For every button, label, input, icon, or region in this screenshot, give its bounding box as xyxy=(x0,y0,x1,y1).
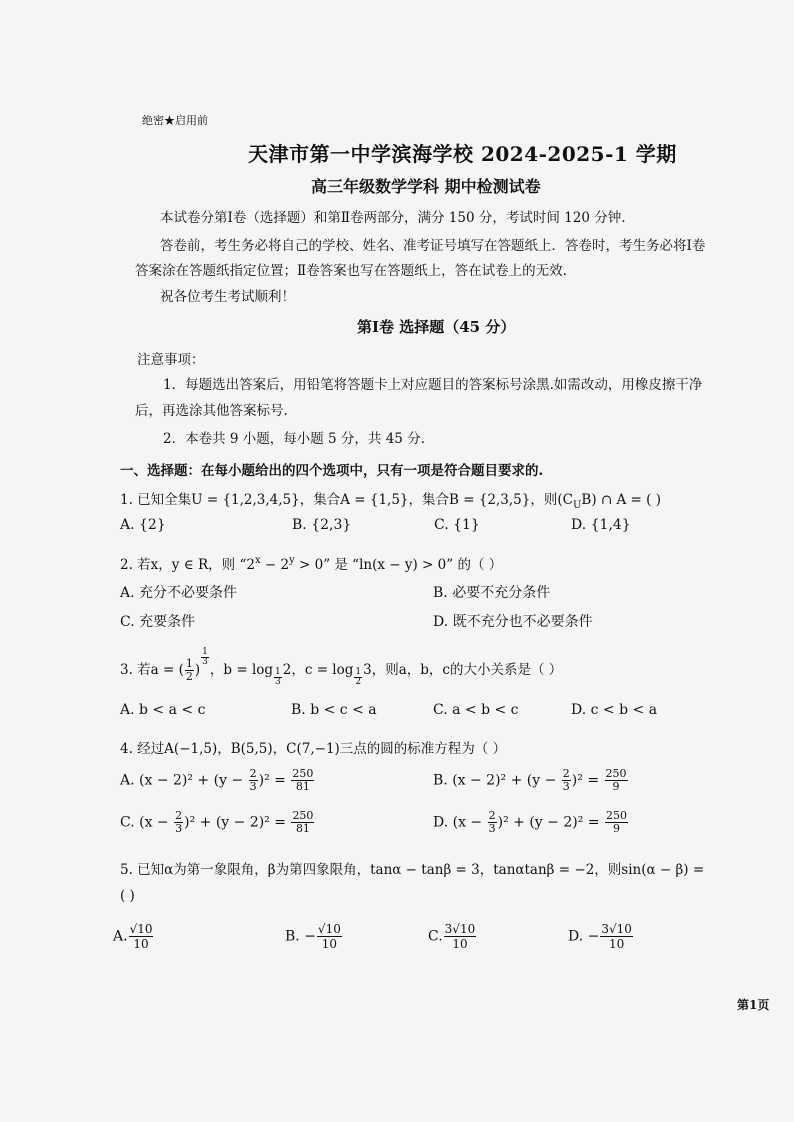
q3-option-d: D. c < b < a xyxy=(571,702,658,718)
q3-option-a: A. b < a < c xyxy=(120,702,206,718)
intro-line-2b: 答案涂在答题纸指定位置；Ⅱ卷答案也写在答题纸上，答在试卷上的无效. xyxy=(135,263,567,279)
q2-option-c: C. 充要条件 xyxy=(120,614,196,630)
question-3-stem: 3. 若a = ( $\frac{1}{2}$ ) $\frac{1}{3}$ ，b = log $\frac{1}{3}$ 2，c = log $\frac{1}{2}$ 3，则a，b，c的大小关系是（ ） xyxy=(120,647,563,687)
q4-option-c: C. (x − $\frac{2}{3}$ )² + (y − 2)² = $\frac{250}{81}$ xyxy=(120,809,314,835)
q5-option-d: D. − $\frac{3√10}{10}$ xyxy=(568,922,632,951)
q2-option-b: B. 必要不充分条件 xyxy=(433,585,551,601)
intro-line-1: 本试卷分第Ⅰ卷（选择题）和第Ⅱ卷两部分，满分 150 分，考试时间 120 分钟. xyxy=(160,210,626,226)
section-heading: 一、选择题：在每小题给出的四个选项中，只有一项是符合题目要求的. xyxy=(120,463,544,479)
q1-option-c: C. {1} xyxy=(434,517,480,533)
question-1-stem: 1. 已知全集U = {1,2,3,4,5}，集合A = {1,5}，集合B = {2,3,5}，则$(C_UB)$ ∩ A = ( ) xyxy=(120,492,661,511)
question-4-stem: 4. 经过A(−1,5)，B(5,5)，C(7,−1)三点的圆的标准方程为（ ） xyxy=(120,741,507,757)
note-1a: 1．每题选出答案后，用铅笔将答题卡上对应题目的答案标号涂黑.如需改动，用橡皮擦干净 xyxy=(163,377,703,393)
q1-option-d: D. {1,4} xyxy=(571,517,631,533)
q3-frac-log-b: $\frac{1}{3}$ xyxy=(275,667,281,687)
q2-option-a: A. 充分不必要条件 xyxy=(120,585,238,601)
question-2-stem: 2. 若x，y ∈ R，则 “$2^x - 2^y > 0$” 是 “ln(x − y) > 0” 的（ ） xyxy=(120,555,503,573)
q5-option-a: A. $\frac{√10}{10}$ xyxy=(113,922,153,951)
q5-option-c: C. $\frac{3√10}{10}$ xyxy=(428,922,476,951)
page-number: 第1页 xyxy=(737,998,770,1012)
q3-frac-exponent: $\frac{1}{3}$ xyxy=(202,647,208,667)
q3-frac-log-c: $\frac{1}{2}$ xyxy=(355,667,362,687)
q3-option-b: B. b < c < a xyxy=(291,702,377,718)
q4-option-b: B. (x − 2)² + (y − $\frac{2}{3}$ )² = $\frac{250}{9}$ xyxy=(433,767,627,793)
q4-option-a: A. (x − 2)² + (y − $\frac{2}{3}$ )² = $\frac{250}{81}$ xyxy=(120,767,314,793)
question-5-stem: 5. 已知α为第一象限角，β为第四象限角，tanα − tanβ = 3，tanαtanβ = −2，则sin(α − β) = xyxy=(120,862,705,878)
q5-paren: ( ) xyxy=(120,888,135,904)
exam-subtitle: 高三年级数学学科 期中检测试卷 xyxy=(311,177,541,196)
exam-title: 天津市第一中学滨海学校 2024-2025-1 学期 xyxy=(248,142,677,166)
q1-option-b: B. {2,3} xyxy=(292,517,352,533)
notes-label: 注意事项： xyxy=(137,352,205,368)
intro-line-3: 祝各位考生考试顺利！ xyxy=(160,289,295,305)
q1-option-a: A. {2} xyxy=(120,517,166,533)
q2-option-d: D. 既不充分也不必要条件 xyxy=(433,614,593,630)
q4-option-d: D. (x − $\frac{2}{3}$ )² + (y − 2)² = $\frac{250}{9}$ xyxy=(433,809,627,835)
q3-frac-base: $\frac{1}{2}$ xyxy=(185,657,193,683)
intro-line-2a: 答卷前，考生务必将自己的学校、姓名、准考证号填写在答题纸上．答卷时，考生务必将Ⅰ卷 xyxy=(160,238,706,254)
part1-heading: 第Ⅰ卷 选择题（45 分） xyxy=(357,318,516,336)
q5-option-b: B. − $\frac{√10}{10}$ xyxy=(285,922,341,951)
secret-mark: 绝密★启用前 xyxy=(142,114,208,127)
note-1b: 后，再选涂其他答案标号. xyxy=(135,403,288,419)
q3-option-c: C. a < b < c xyxy=(433,702,519,718)
note-2: 2．本卷共 9 小题，每小题 5 分，共 45 分. xyxy=(163,431,425,447)
